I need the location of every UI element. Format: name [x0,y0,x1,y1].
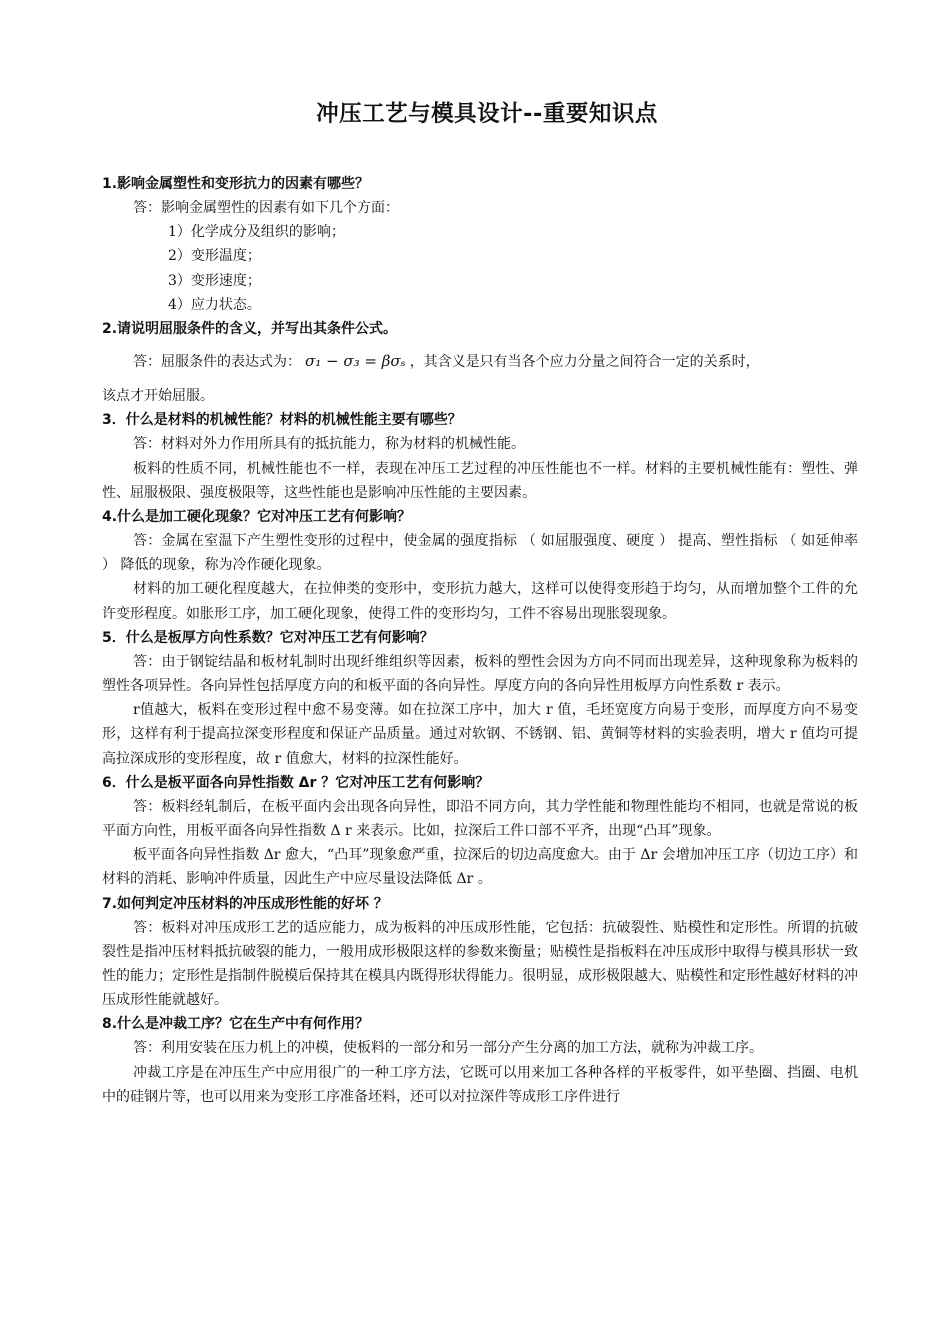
section-6 [102,771,858,892]
paragraph: 板料的性质不同，机械性能也不一样，表现在冲压工艺过程的冲压性能也不一样。材料的主要机械性能有：塑性、弹性、屈服极限、强度极限等，这些性能也是影响冲压性能的主要因素。 [102,460,858,501]
paragraph: 答：材料对外力作用所具有的抵抗能力，称为材料的机械性能。 [133,436,525,453]
list-item: 1）化学成分及组织的影响； [168,224,345,241]
paragraph: 答：由于钢锭结晶和板材轧制时出现纤维组织等因素，板料的塑性会因为方向不同而出现差异，这种现象称为板料的塑性各项异性。各向异性包括厚度方向的和板平面的各向异性。厚度方向的各向异性用板厚方向性系数 r 表示。 [102,653,858,695]
paragraph: r值越大，板料在变形过程中愈不易变薄。如在拉深工序中，加大 r 值，毛坯宽度方向易于变形，而厚度方向不易变形，这样有利于提高拉深变形程度和保证产品质量。通过对软钢、不锈钢、铝、黄铜等材料的实验表明，增大 r 值均可提高拉深成形的变形程度，故 r 值愈大，材料的拉深性能好。 [102,702,858,767]
question-5: 5．什么是板厚方向性系数？它对冲压工艺有何影响？ [102,629,434,646]
answer-2-post: ，其含义是只有当各个应力分量之间符合一定的关系时， [409,354,760,371]
question-4: 4.什么是加工硬化现象？它对冲压工艺有何影响？ [102,509,412,526]
answer-intro-1: 答：影响金属塑性的因素有如下几个方面： [133,200,399,216]
section-2 [102,317,858,408]
section-8 [102,1012,858,1109]
list-item: 3）变形速度； [168,272,261,289]
paragraph: 答：板料经轧制后，在板平面内会出现各向异性，即沿不同方向，其力学性能和物理性能均不相同，也就是常说的板平面方向性，用板平面各向异性指数 Δ r 来表示。比如，拉深后工件口部不平齐，出现“凸耳”现象。 [102,798,858,840]
paragraph: 答：利用安装在压力机上的冲模，使板料的一部分和另一部分产生分离的加工方法，就称为冲裁工序。 [133,1040,763,1057]
list-item: 2）变形温度； [168,248,261,265]
question-2: 2.请说明屈服条件的含义，并写出其条件公式。 [102,321,398,338]
question-7: 7.如何判定冲压材料的冲压成形性能的好坏 ？ [102,895,388,912]
section-4 [102,505,858,626]
paragraph: 答：金属在室温下产生塑性变形的过程中，使金属的强度指标 （ 如屈服强度、硬度 ） 提高、塑性指标 （ 如延伸率 ） 降低的现象，称为冷作硬化现象。 [102,533,858,574]
page-title: 冲压工艺与模具设计--重要知识点 [316,101,658,127]
section-3 [102,408,858,505]
list-item: 4）应力状态。 [168,296,261,313]
section-7 [102,892,858,1013]
question-6: 6．什么是板平面各向异性指数 Δr ？它对冲压工艺有何影响？ [102,774,490,791]
paragraph: 板平面各向异性指数 Δr 愈大，“凸耳”现象愈严重，拉深后的切边高度愈大。由于 Δr 会增加冲压工序（切边工序）和材料的消耗、影响冲件质量，因此生产中应尽量设法降低 Δr 。 [102,847,858,888]
question-3: 3．什么是材料的机械性能？材料的机械性能主要有哪些？ [102,412,462,429]
question-1: 1.影响金属塑性和变形抗力的因素有哪些？ [102,176,370,192]
question-8: 8.什么是冲裁工序？它在生产中有何作用？ [102,1016,370,1033]
answer-2-pre: 答：屈服条件的表达式为： [133,354,301,371]
answer-2 [102,349,858,374]
paragraph: 答：板料对冲压成形工艺的适应能力，成为板料的冲压成形性能，它包括：抗破裂性、贴模性和定形性。所谓的抗破裂性是指冲压材料抵抗破裂的能力，一般用成形极限这样的参数来衡量；贴模性是指板料在冲压成形中取得与模具形状一致性的能力；定形性是指制件脱模后保持其在模具内既得形状得能力。很明显，成形极限越大、贴模性和定形性越好材料的冲压成形性能就越好。 [102,919,858,1009]
yield-formula: σ₁ − σ₃ = βσₛ [305,352,406,371]
section-1 [102,172,858,317]
paragraph: 冲裁工序是在冲压生产中应用很广的一种工序方法，它既可以用来加工各种各样的平板零件，如平垫圈、挡圈、电机中的硅钢片等，也可以用来为变形工序准备坯料，还可以对拉深件等成形工序件进行 [102,1064,858,1105]
answer-2-continued: 该点才开始屈服。 [102,388,214,405]
paragraph: 材料的加工硬化程度越大，在拉伸类的变形中，变形抗力越大，这样可以使得变形趋于均匀，从而增加整个工件的允许变形程度。如胀形工序，加工硬化现象，使得工件的变形均匀，工件不容易出现胀裂现象。 [102,581,858,622]
section-5 [102,626,858,771]
